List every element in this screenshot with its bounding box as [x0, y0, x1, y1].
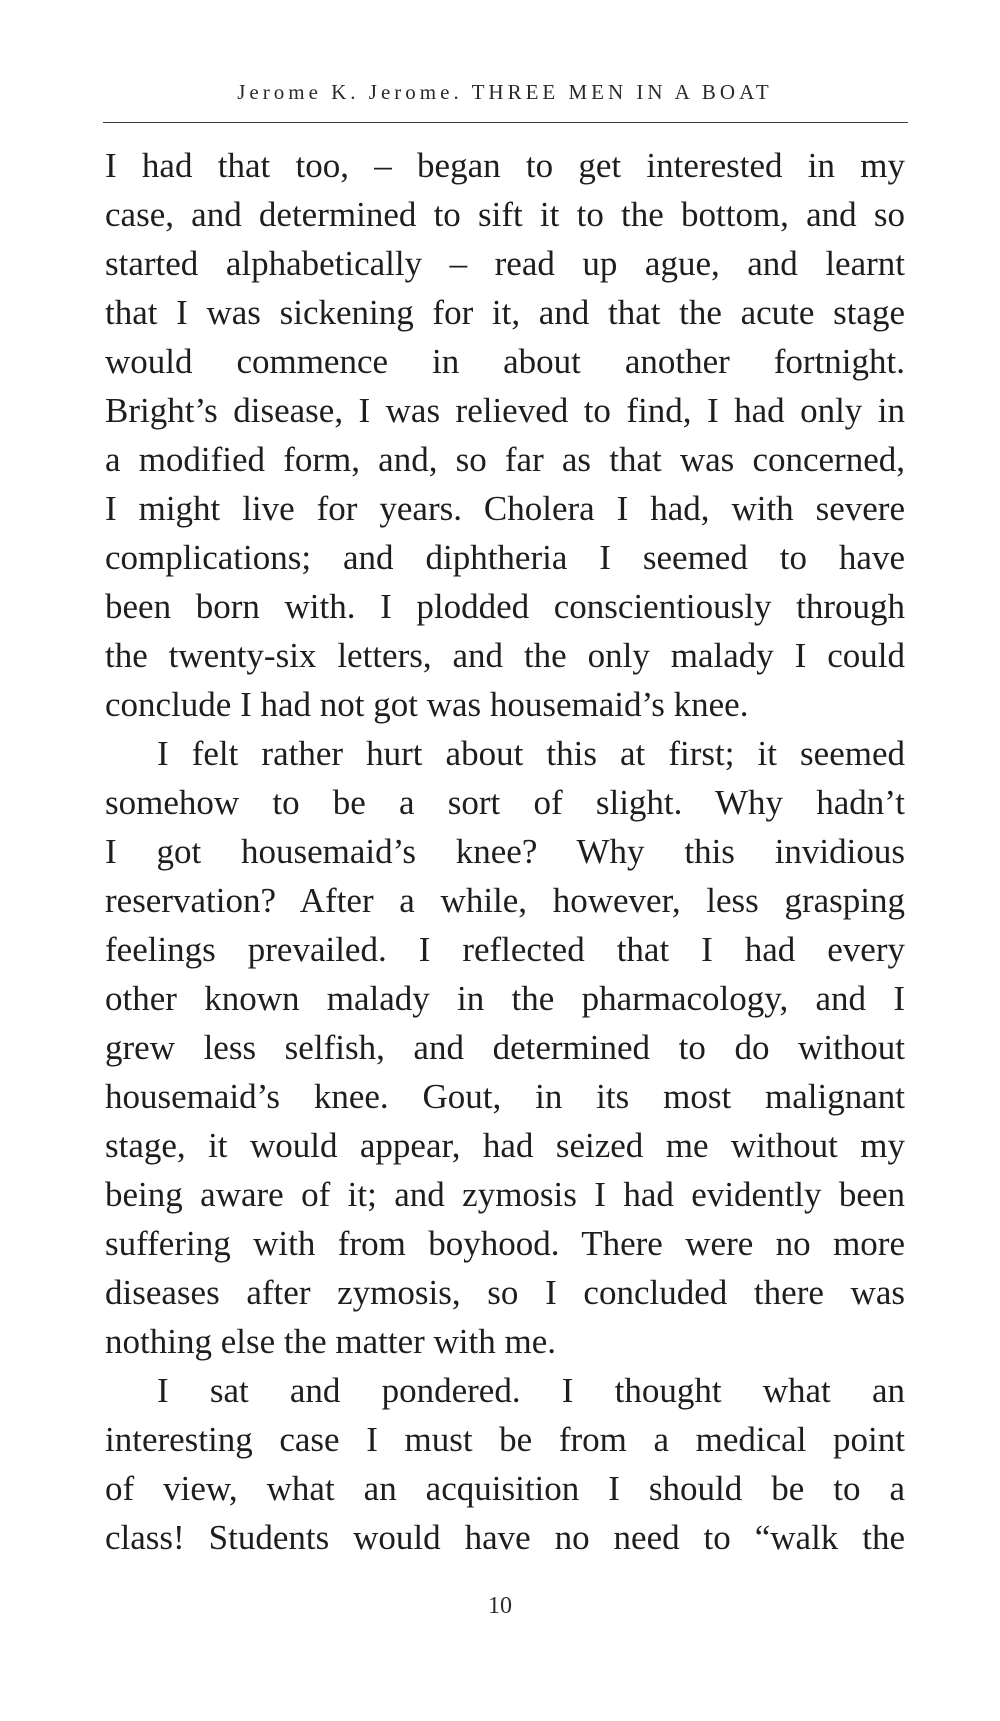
text-line: stage, it would appear, had seized me without my	[105, 1126, 905, 1165]
running-head: Jerome K. Jerome. THREE MEN IN A BOAT	[237, 80, 773, 104]
text-line: housemaid’s knee. Gout, in its most malignant	[105, 1077, 905, 1116]
body-text	[105, 141, 905, 1562]
text-line: I might live for years. Cholera I had, with severe	[105, 489, 905, 528]
text-line: somehow to be a sort of slight. Why hadn’t	[105, 783, 905, 822]
text-line: I got housemaid’s knee? Why this invidious	[105, 832, 905, 871]
text-line: of view, what an acquisition I should be to a	[105, 1469, 905, 1508]
paragraph-first-line: I sat and pondered. I thought what an	[157, 1371, 905, 1410]
text-line: reservation? After a while, however, less grasping	[105, 881, 905, 920]
text-line: interesting case I must be from a medical point	[105, 1420, 905, 1459]
paragraph-first-line: I felt rather hurt about this at first; it seemed	[157, 734, 905, 773]
text-line: other known malady in the pharmacology, and I	[105, 979, 905, 1018]
paragraph-last-line: conclude I had not got was housemaid’s knee.	[105, 685, 749, 724]
text-line: the twenty-six letters, and the only malady I could	[105, 636, 905, 675]
page-number: 10	[488, 1593, 512, 1619]
text-line: would commence in about another fortnight.	[105, 342, 905, 381]
text-line: complications; and diphtheria I seemed to have	[105, 538, 905, 577]
text-line: Bright’s disease, I was relieved to find, I had only in	[105, 391, 905, 430]
text-line: diseases after zymosis, so I concluded there was	[105, 1273, 905, 1312]
text-line: being aware of it; and zymosis I had evidently been	[105, 1175, 905, 1214]
text-line: class! Students would have no need to “walk the	[105, 1518, 905, 1557]
text-line: I had that too, – began to get interested in my	[105, 146, 905, 185]
text-line: grew less selfish, and determined to do without	[105, 1028, 905, 1067]
text-line: suffering with from boyhood. There were no more	[105, 1224, 905, 1263]
text-line: been born with. I plodded conscientiously through	[105, 587, 905, 626]
text-line: case, and determined to sift it to the bottom, and so	[105, 195, 905, 234]
text-line: a modified form, and, so far as that was concerned,	[105, 440, 905, 479]
text-line: that I was sickening for it, and that the acute stage	[105, 293, 905, 332]
text-line: feelings prevailed. I reflected that I had every	[105, 930, 905, 969]
text-line: started alphabetically – read up ague, and learnt	[105, 244, 905, 283]
paragraph-last-line: nothing else the matter with me.	[105, 1322, 557, 1361]
header-rule	[103, 122, 908, 123]
